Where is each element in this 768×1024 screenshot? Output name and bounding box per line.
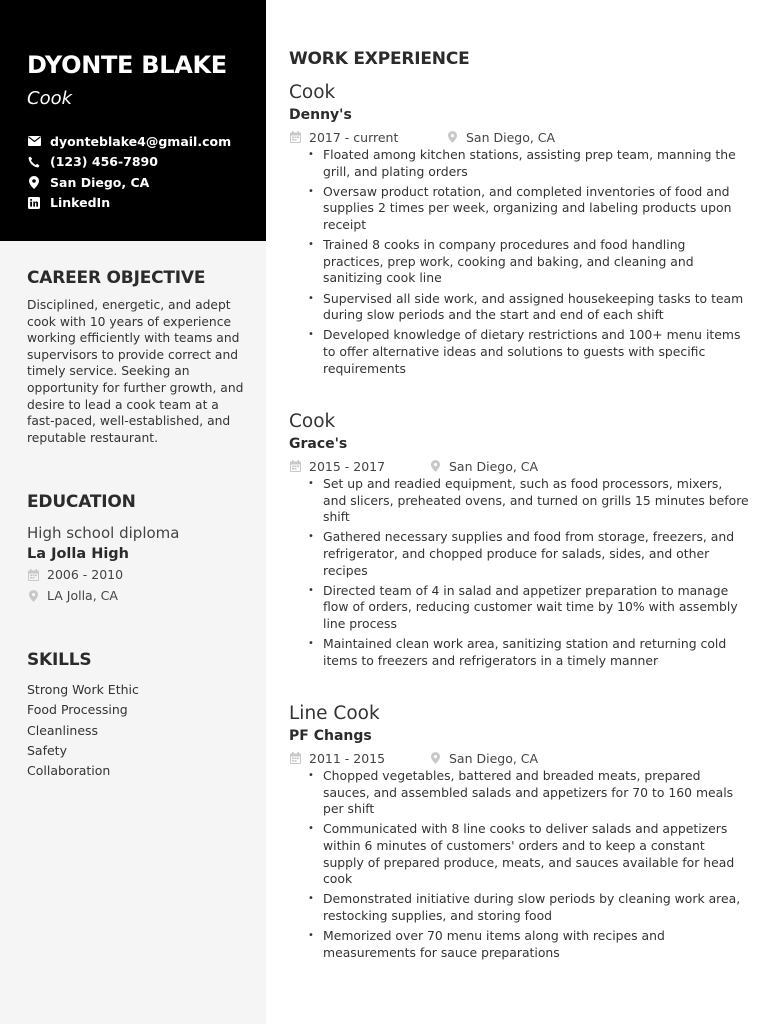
experience-heading: WORK EXPERIENCE: [289, 49, 470, 69]
candidate-name: DYONTE BLAKE: [27, 51, 227, 79]
bullet-item: • Gathered necessary supplies and food from storage, freezers, and refrigerator, and chopped produce for salads, sides, and other recipes: [307, 529, 749, 579]
job-entry: [289, 411, 749, 673]
calendar-icon: [27, 568, 39, 581]
map-pin-icon: [429, 752, 441, 765]
linkedin-icon: [27, 196, 41, 210]
skill-item: Safety: [27, 742, 67, 758]
skills-list: [27, 680, 246, 781]
skill-item: Cleanliness: [27, 722, 99, 738]
job-meta: [289, 127, 749, 147]
education-location-text: LA Jolla, CA: [47, 588, 118, 603]
contact-linkedin[interactable]: [27, 193, 246, 214]
job-title: Cook: [289, 82, 336, 103]
contact-email[interactable]: [27, 131, 246, 152]
job-meta: [289, 456, 749, 476]
contact-list: [27, 131, 246, 213]
education-dates: [27, 564, 246, 585]
job-dates: 2011 - 2015: [309, 750, 386, 766]
bullet-item: • Demonstrated initiative during slow periods by cleaning work area, restocking supplies, and storing food: [307, 891, 749, 924]
skill-item: Strong Work Ethic: [27, 682, 139, 697]
job-dates: 2017 - current: [309, 129, 399, 145]
objective-section: [0, 268, 266, 446]
job-location-text: San Diego, CA: [466, 129, 556, 145]
bullet-item: • Memorized over 70 menu items along with recipes and measurements for sauce preparations: [307, 928, 749, 961]
education-dates-text: 2006 - 2010: [47, 567, 124, 582]
bullet-item: • Chopped vegetables, battered and breaded meats, prepared sauces, and assembled salads and appetizers for 70 to 160 meals per shift: [307, 768, 749, 818]
job-entry: [289, 82, 749, 381]
job-location: [429, 459, 538, 474]
job-entry: [289, 703, 749, 965]
bullet-item: • Maintained clean work area, sanitizing station and returning cold items to freezers and refrigerators in a timely manner: [307, 636, 749, 669]
job-title: Cook: [289, 411, 336, 432]
job-dates: 2015 - 2017: [309, 458, 386, 474]
bullet-item: • Trained 8 cooks in company procedures and food handling practices, prep work, cooking and baking, and cleaning and sanitizing cook line: [307, 237, 749, 287]
skill-item: Collaboration: [27, 763, 111, 779]
candidate-role: Cook: [27, 88, 73, 109]
job-location: [429, 751, 538, 766]
bullet-item: • Oversaw product rotation, and completed inventories of food and supplies 2 times per week, organizing and labeling products upon receipt: [307, 184, 749, 234]
job-company: PF Changs: [289, 728, 372, 744]
phone-icon: [27, 155, 41, 169]
education-school: La Jolla High: [27, 546, 130, 562]
email-text: dyonteblake4@gmail.com: [50, 133, 232, 149]
calendar-icon: [289, 752, 301, 765]
job-bullets: [289, 768, 749, 961]
bullet-item: • Communicated with 8 line cooks to deliver salads and appetizers within 6 minutes of customers' orders and to keep a constant supply of prepared produce, meats, and sauces available for head cook: [307, 821, 749, 887]
skill-item: Food Processing: [27, 702, 128, 718]
skills-section: [0, 650, 266, 781]
contact-phone[interactable]: [27, 152, 246, 173]
map-pin-icon: [446, 131, 458, 144]
education-heading: EDUCATION: [27, 492, 136, 512]
linkedin-text: LinkedIn: [50, 195, 111, 211]
job-meta: [289, 748, 749, 768]
job-location-text: San Diego, CA: [449, 750, 539, 766]
job-bullets: [289, 147, 749, 377]
job-location: [446, 130, 555, 145]
job-title: Line Cook: [289, 703, 380, 724]
education-section: [0, 492, 266, 606]
bullet-item: • Supervised all side work, and assigned housekeeping tasks to team during slow periods and the start and end of each shift: [307, 291, 749, 324]
phone-text: (123) 456-7890: [50, 154, 158, 170]
bullet-item: • Directed team of 4 in salad and appetizer preparation to manage flow of orders, reducing customer wait time by 10% with assembly line process: [307, 583, 749, 633]
contact-location: [27, 172, 246, 193]
map-pin-icon: [27, 175, 41, 189]
job-company: Denny's: [289, 107, 352, 123]
map-pin-icon: [27, 589, 39, 602]
objective-text: Disciplined, energetic, and adept cook with 10 years of experience working efficiently with teams and supervisors to provide correct and timely service. Seeking an opportunity for further growth, and desire to lead a cook team at a fast-paced, well-established, and reputable restaurant.: [27, 298, 244, 445]
skills-heading: SKILLS: [27, 650, 92, 670]
map-pin-icon: [429, 460, 441, 473]
education-degree: High school diploma: [27, 524, 180, 542]
job-location-text: San Diego, CA: [449, 458, 539, 474]
bullet-item: • Floated among kitchen stations, assisting prep team, manning the grill, and plating orders: [307, 147, 749, 180]
bullet-item: • Developed knowledge of dietary restrictions and 100+ menu items to offer alternative ideas and solutions to guests with specific requirements: [307, 327, 749, 377]
calendar-icon: [289, 131, 301, 144]
location-text: San Diego, CA: [50, 174, 150, 190]
job-bullets: [289, 476, 749, 669]
objective-heading: CAREER OBJECTIVE: [27, 268, 206, 288]
sidebar: [0, 0, 266, 1024]
calendar-icon: [289, 460, 301, 473]
bullet-item: • Set up and readied equipment, such as food processors, mixers, and slicers, preheated ovens, and turned on grills 15 minutes before shift: [307, 476, 749, 526]
envelope-icon: [27, 134, 41, 148]
education-location: [27, 585, 246, 606]
header-block: [0, 0, 266, 241]
job-company: Grace's: [289, 436, 348, 452]
